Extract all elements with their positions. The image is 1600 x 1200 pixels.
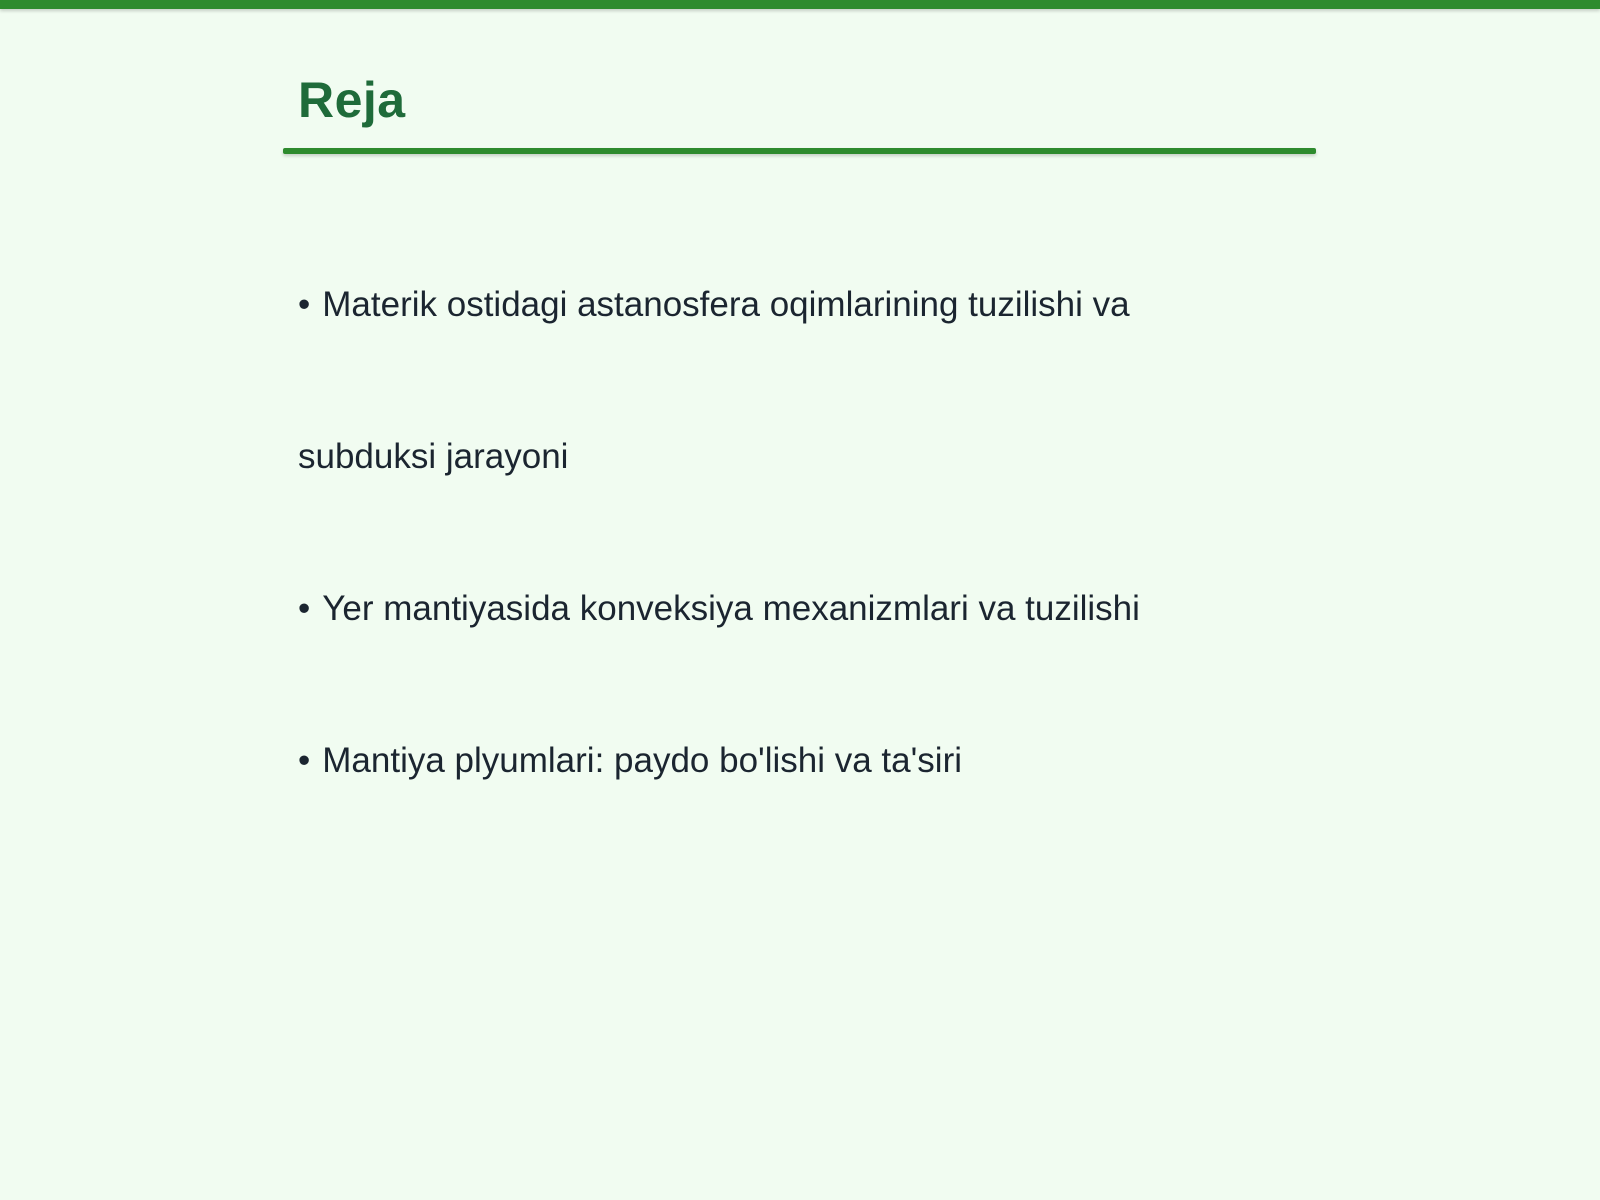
bullet-item-3: [298, 739, 962, 783]
bullet-item-text: Yer mantiyasida konveksiya mexanizmlari va tuzilishi: [322, 589, 1140, 628]
bullet-item-text: Materik ostidagi astanosfera oqimlarining tuzilishi va: [322, 285, 1130, 324]
bullet-item-1: [298, 283, 1130, 327]
slide-title: Reja: [298, 72, 406, 128]
top-accent-bar: [0, 0, 1600, 9]
bullet-item-text: Mantiya plyumlari: paydo bo'lishi va ta'siri: [322, 741, 963, 780]
title-underline: [283, 148, 1316, 154]
bullet-marker: •: [298, 741, 311, 780]
bullet-item-1-continuation: [298, 435, 568, 479]
bullet-marker: •: [298, 589, 311, 628]
bullet-marker: •: [298, 285, 311, 324]
bullet-item-text: subduksi jarayoni: [298, 437, 569, 476]
bullet-item-2: [298, 587, 1140, 631]
